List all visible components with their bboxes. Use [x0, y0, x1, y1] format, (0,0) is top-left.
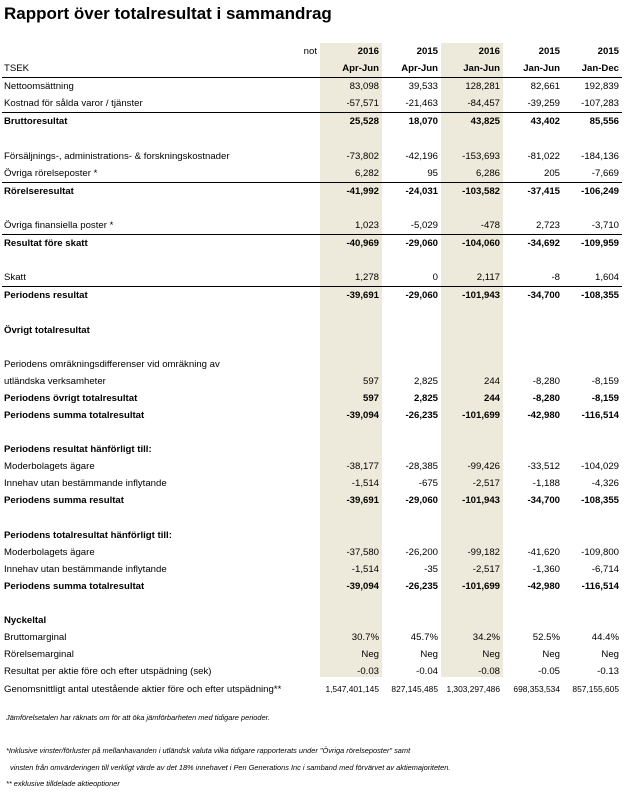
row-value: 34.2%	[472, 632, 500, 644]
row-value: -116,514	[581, 580, 619, 592]
row-label: Kostnad för sålda varor / tjänster	[4, 98, 143, 110]
row-value	[382, 322, 441, 339]
row-value: -0.03	[357, 666, 379, 678]
spacer-cell	[320, 252, 382, 269]
income-statement-table	[2, 43, 622, 698]
row-value: -33,512	[527, 461, 560, 473]
row-value: -39,094	[346, 410, 379, 422]
table-row	[2, 269, 622, 287]
row-value: 698,353,534	[513, 683, 560, 694]
row-value	[320, 527, 382, 544]
row-value: 1,547,401,145	[325, 683, 379, 694]
spacer-cell	[2, 304, 320, 321]
spacer-cell	[563, 510, 622, 527]
row-value: -24,031	[382, 182, 441, 200]
row-value: -81,022	[527, 150, 560, 162]
footnote-star-cont: vinsten från omvärderingen till verkligt värde av det 18% innehavet i Pen Generations Inc i samband med förvärvet av aktiemajoriteten.	[10, 763, 451, 772]
row-label: Moderbolagets ägare	[4, 461, 95, 473]
row-value: 52.5%	[532, 632, 560, 644]
spacer-cell	[563, 130, 622, 147]
row-value	[441, 356, 503, 373]
table-row	[2, 182, 622, 200]
row-value: Neg	[420, 649, 438, 661]
table-row	[2, 287, 622, 305]
table-row	[2, 235, 622, 253]
row-value: 30.7%	[351, 632, 379, 644]
spacer-cell	[563, 595, 622, 612]
table-row	[2, 322, 622, 339]
row-value: -109,800	[581, 546, 619, 558]
table-row	[2, 492, 622, 509]
row-value: -39,259	[527, 98, 560, 110]
spacer-cell	[320, 304, 382, 321]
row-value: 857,155,605	[572, 683, 619, 694]
row-value: -5,029	[410, 219, 438, 231]
page-title: Rapport över totalresultat i sammandrag	[4, 4, 332, 23]
row-value	[320, 322, 382, 339]
row-value: 597	[362, 375, 379, 387]
spacer-cell	[382, 304, 441, 321]
row-value: -39,691	[346, 495, 379, 507]
row-value: -106,249	[563, 182, 622, 200]
header-row-years	[2, 43, 622, 60]
row-value: -109,959	[563, 235, 622, 253]
row-value	[320, 612, 382, 629]
row-value: -104,029	[581, 461, 619, 473]
row-value: -0.13	[597, 666, 619, 678]
row-value: 45.7%	[410, 632, 438, 644]
row-value	[320, 356, 382, 373]
spacer-cell	[382, 252, 441, 269]
spacer-cell	[441, 595, 503, 612]
row-value: -35	[424, 563, 438, 575]
row-value: -26,200	[405, 546, 438, 558]
row-label: Övrigt totalresultat	[4, 324, 90, 336]
row-value: 205	[543, 167, 560, 179]
spacer-cell	[441, 200, 503, 217]
spacer-row	[2, 200, 622, 217]
row-value: Neg	[542, 649, 560, 661]
row-value: -2,517	[472, 478, 500, 490]
row-value: -103,582	[441, 182, 503, 200]
row-value: -1,514	[351, 563, 379, 575]
row-label: Periodens summa totalresultat	[4, 580, 145, 592]
spacer-cell	[320, 510, 382, 527]
spacer-cell	[320, 200, 382, 217]
header-unit: TSEK	[2, 60, 320, 78]
row-value: 43,402	[503, 113, 563, 131]
spacer-cell	[563, 424, 622, 441]
spacer-cell	[320, 339, 382, 356]
spacer-cell	[563, 304, 622, 321]
spacer-cell	[382, 424, 441, 441]
row-value: -39,691	[320, 287, 382, 305]
spacer-row	[2, 424, 622, 441]
row-value: -40,969	[320, 235, 382, 253]
spacer-cell	[382, 510, 441, 527]
row-label: Innehav utan bestämmande inflytande	[4, 563, 167, 575]
row-value	[563, 612, 622, 629]
spacer-cell	[382, 595, 441, 612]
row-value: -21,463	[405, 98, 438, 110]
spacer-cell	[2, 200, 320, 217]
row-value: -116,514	[581, 410, 619, 422]
spacer-cell	[320, 424, 382, 441]
spacer-cell	[382, 130, 441, 147]
row-value: 1,278	[354, 272, 379, 284]
row-value: -29,060	[382, 235, 441, 253]
table-row	[2, 113, 622, 131]
row-value: 25,528	[320, 113, 382, 131]
row-value: 39,533	[408, 81, 438, 93]
row-value: -8	[551, 272, 560, 284]
spacer-cell	[441, 424, 503, 441]
row-value: -42,980	[527, 410, 560, 422]
spacer-cell	[441, 252, 503, 269]
row-value: -41,620	[527, 546, 560, 558]
row-value: -8,280	[532, 392, 560, 404]
row-value: -101,699	[462, 410, 500, 422]
row-value: 597	[362, 392, 379, 404]
table-row	[2, 544, 622, 561]
table-row	[2, 407, 622, 424]
row-value: -34,700	[503, 287, 563, 305]
row-value	[320, 441, 382, 458]
row-label: Periodens totalresultat hänförligt till:	[4, 529, 172, 541]
row-label: Periodens resultat	[2, 287, 320, 305]
row-value: -675	[418, 478, 438, 490]
row-value: -101,943	[441, 287, 503, 305]
row-label: Nyckeltal	[4, 615, 47, 627]
header-row-periods	[2, 60, 622, 78]
row-value: -101,699	[462, 580, 500, 592]
row-value: -28,385	[405, 461, 438, 473]
row-value	[563, 441, 622, 458]
header-period: Jan-Jun	[503, 60, 563, 78]
row-label: Periodens omräkningsdifferenser vid omräkning av	[4, 358, 220, 370]
spacer-cell	[2, 130, 320, 147]
row-label: Periodens summa resultat	[4, 495, 124, 507]
row-label: Bruttomarginal	[4, 632, 67, 644]
spacer-cell	[503, 304, 563, 321]
footnote-comparison: Jämförelsetalen har räknats om för att öka jämförbarheten med tidigare perioder.	[6, 713, 270, 722]
table-row	[2, 663, 622, 680]
row-value: -1,188	[532, 478, 560, 490]
row-label: Övriga rörelseposter *	[4, 167, 98, 179]
row-label: Resultat före skatt	[2, 235, 320, 253]
row-value: -73,802	[346, 150, 379, 162]
row-label: Periodens summa totalresultat	[4, 410, 145, 422]
header-period: Jan-Jun	[441, 60, 503, 78]
row-value: -8,159	[591, 392, 619, 404]
footnote-double-star: ** exklusive tilldelade aktieoptioner	[6, 779, 120, 788]
row-value: -8,159	[591, 375, 619, 387]
row-value: -1,514	[351, 478, 379, 490]
row-value: -99,426	[467, 461, 500, 473]
spacer-cell	[441, 304, 503, 321]
spacer-row	[2, 339, 622, 356]
row-value: -42,196	[405, 150, 438, 162]
table-row	[2, 356, 622, 373]
row-value: 1,023	[354, 219, 379, 231]
row-value: -34,692	[503, 235, 563, 253]
table-row	[2, 458, 622, 475]
row-value: -0.05	[538, 666, 560, 678]
table-row	[2, 217, 622, 235]
spacer-cell	[563, 339, 622, 356]
row-value: 2,825	[413, 375, 438, 387]
row-value: 2,825	[413, 392, 438, 404]
row-value: -108,355	[581, 495, 619, 507]
spacer-cell	[563, 200, 622, 217]
table-row	[2, 441, 622, 458]
header-year: 2015	[538, 46, 560, 58]
row-value: -4,326	[591, 478, 619, 490]
row-value: 1,303,297,486	[446, 683, 500, 694]
row-label: Genomsnittligt antal utestående aktier före och efter utspädning**	[4, 683, 282, 695]
row-value: Neg	[601, 649, 619, 661]
spacer-row	[2, 510, 622, 527]
row-value: 6,282	[354, 167, 379, 179]
row-value: 244	[483, 392, 500, 404]
row-value: -2,517	[472, 563, 500, 575]
row-label: Moderbolagets ägare	[4, 546, 95, 558]
row-value: -29,060	[405, 495, 438, 507]
row-value: 192,839	[584, 81, 619, 93]
row-value: -1,360	[532, 563, 560, 575]
row-value: -99,182	[467, 546, 500, 558]
header-year: 2016	[478, 46, 500, 58]
spacer-cell	[441, 130, 503, 147]
row-value: -42,980	[527, 580, 560, 592]
spacer-cell	[503, 510, 563, 527]
table-row	[2, 390, 622, 407]
spacer-cell	[503, 130, 563, 147]
row-value	[563, 527, 622, 544]
row-value	[503, 356, 563, 373]
spacer-cell	[441, 339, 503, 356]
row-value: -26,235	[405, 410, 438, 422]
row-value: 1,604	[594, 272, 619, 284]
row-value	[563, 322, 622, 339]
row-label: Periodens övrigt totalresultat	[4, 392, 138, 404]
table-row	[2, 78, 622, 96]
row-value: -26,235	[405, 580, 438, 592]
header-period: Jan-Dec	[563, 60, 622, 78]
table-row	[2, 148, 622, 165]
row-value	[441, 527, 503, 544]
row-value	[441, 441, 503, 458]
row-value: -34,700	[527, 495, 560, 507]
row-value: -184,136	[581, 150, 619, 162]
row-value: -57,571	[346, 98, 379, 110]
table-row	[2, 646, 622, 663]
row-value: 83,098	[349, 81, 379, 93]
row-value: 6,286	[475, 167, 500, 179]
row-label: Resultat per aktie före och efter utspädning (sek)	[4, 666, 212, 678]
row-label: Övriga finansiella poster *	[4, 219, 114, 231]
row-value	[382, 356, 441, 373]
row-value: 85,556	[563, 113, 622, 131]
row-value	[563, 356, 622, 373]
row-value: -39,094	[346, 580, 379, 592]
row-value: -38,177	[346, 461, 379, 473]
row-value: -37,415	[503, 182, 563, 200]
row-value: 82,661	[530, 81, 560, 93]
spacer-cell	[2, 252, 320, 269]
row-value: -37,580	[346, 546, 379, 558]
row-label: Innehav utan bestämmande inflytande	[4, 478, 167, 490]
row-value: -8,280	[532, 375, 560, 387]
row-value	[503, 441, 563, 458]
header-year: 2016	[357, 46, 379, 58]
spacer-row	[2, 252, 622, 269]
row-value: -29,060	[382, 287, 441, 305]
row-value: 2,723	[535, 219, 560, 231]
spacer-cell	[503, 200, 563, 217]
table-row	[2, 561, 622, 578]
row-value: -0.04	[416, 666, 438, 678]
row-value: 43,825	[441, 113, 503, 131]
spacer-cell	[320, 130, 382, 147]
row-value: 244	[483, 375, 500, 387]
row-value	[503, 322, 563, 339]
row-value: -84,457	[467, 98, 500, 110]
row-label: Bruttoresultat	[2, 113, 320, 131]
header-note: not	[303, 46, 317, 58]
row-value: 44.4%	[591, 632, 619, 644]
row-value: -107,283	[581, 98, 619, 110]
row-value: 0	[432, 272, 438, 284]
spacer-row	[2, 595, 622, 612]
spacer-row	[2, 130, 622, 147]
spacer-cell	[2, 424, 320, 441]
row-value: Neg	[361, 649, 379, 661]
table-row	[2, 95, 622, 113]
row-value: -0.08	[478, 666, 500, 678]
table-row	[2, 475, 622, 492]
table-row	[2, 165, 622, 183]
row-value	[382, 441, 441, 458]
row-value: 2,117	[476, 272, 500, 284]
row-value: 827,145,485	[391, 683, 438, 694]
row-value: 95	[427, 167, 438, 179]
spacer-cell	[503, 252, 563, 269]
spacer-cell	[441, 510, 503, 527]
spacer-row	[2, 304, 622, 321]
spacer-cell	[503, 424, 563, 441]
table-row	[2, 680, 622, 697]
row-label: utländska verksamheter	[4, 375, 106, 387]
row-value: -6,714	[591, 563, 619, 575]
spacer-cell	[503, 339, 563, 356]
table-row	[2, 373, 622, 390]
row-label: Nettoomsättning	[4, 81, 74, 93]
table-row	[2, 527, 622, 544]
row-value: -478	[480, 219, 500, 231]
row-label: Rörelsemarginal	[4, 649, 74, 661]
row-label: Försäljnings-, administrations- & forskningskostnader	[4, 150, 230, 162]
row-value	[441, 322, 503, 339]
row-value: 128,281	[465, 81, 500, 93]
spacer-cell	[2, 595, 320, 612]
row-value: -153,693	[462, 150, 500, 162]
spacer-cell	[382, 339, 441, 356]
spacer-cell	[382, 200, 441, 217]
header-year: 2015	[597, 46, 619, 58]
row-label: Rörelseresultat	[2, 182, 320, 200]
row-value: -3,710	[591, 219, 619, 231]
row-value	[503, 527, 563, 544]
header-period: Apr-Jun	[320, 60, 382, 78]
row-value	[441, 612, 503, 629]
header-period: Apr-Jun	[382, 60, 441, 78]
table-row	[2, 629, 622, 646]
row-value: -108,355	[563, 287, 622, 305]
row-label: Skatt	[4, 272, 26, 284]
row-value	[382, 612, 441, 629]
header-year: 2015	[416, 46, 438, 58]
footnote-star: *Inklusive vinster/förluster på mellanhavanden i utländsk valuta vilka tidigare rapporterats under "Övriga rörelseposter" samt	[6, 746, 411, 755]
row-value: Neg	[482, 649, 500, 661]
row-value: -7,669	[591, 167, 619, 179]
spacer-cell	[563, 252, 622, 269]
table-row	[2, 612, 622, 629]
spacer-cell	[320, 595, 382, 612]
row-value	[503, 612, 563, 629]
row-value: -41,992	[320, 182, 382, 200]
row-label: Periodens resultat hänförligt till:	[4, 444, 152, 456]
spacer-cell	[503, 595, 563, 612]
table-row	[2, 578, 622, 595]
row-value: -104,060	[441, 235, 503, 253]
row-value: 18,070	[382, 113, 441, 131]
row-value: -101,943	[462, 495, 500, 507]
spacer-cell	[2, 339, 320, 356]
row-value	[382, 527, 441, 544]
spacer-cell	[2, 510, 320, 527]
